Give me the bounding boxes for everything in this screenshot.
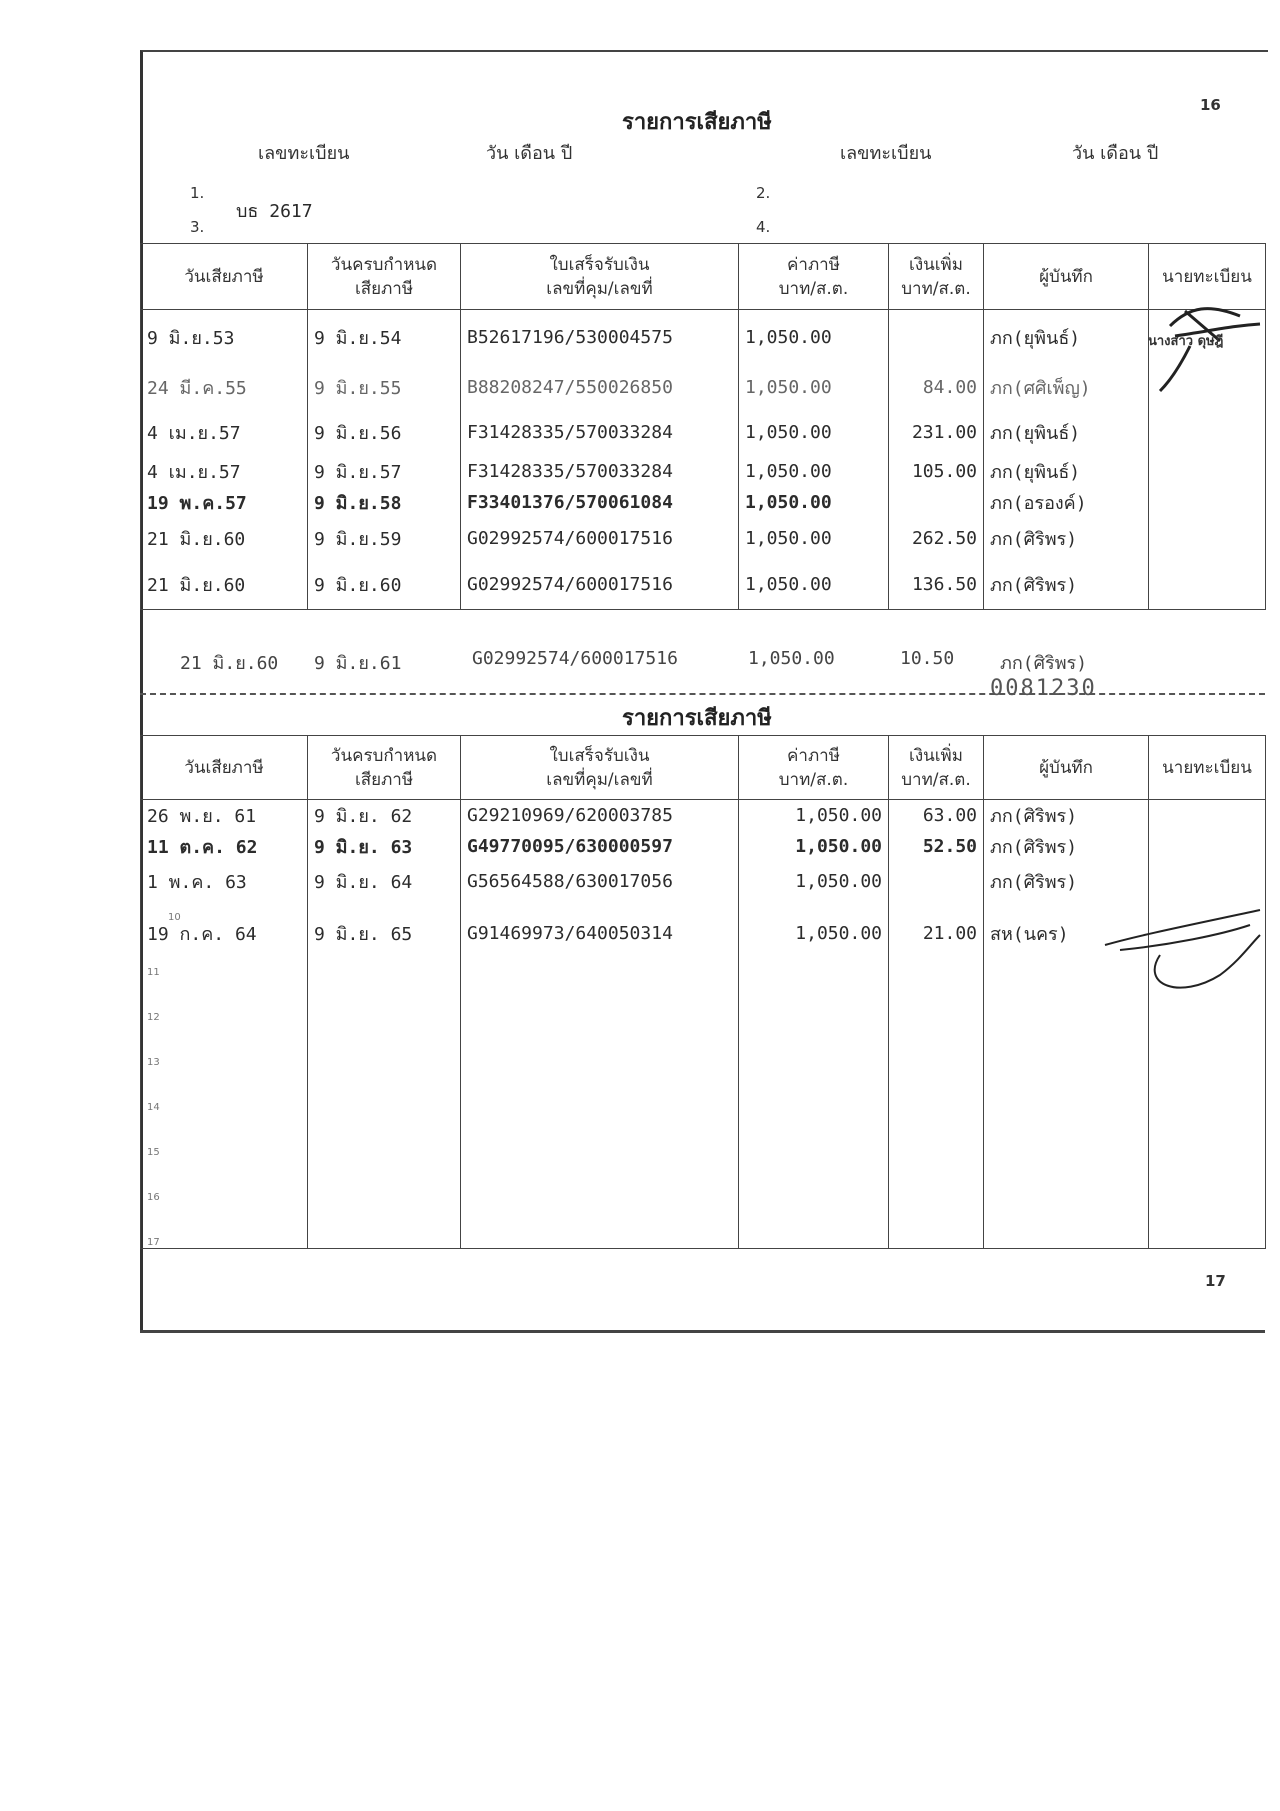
registration-number: บธ 2617 xyxy=(236,201,313,222)
cell-due: 9 มิ.ย.59 xyxy=(308,518,461,560)
cell-recorder: ภก(ศิริพร) xyxy=(984,560,1149,610)
cell-due: 9 มิ.ย.58 xyxy=(308,488,461,518)
cell-recorder: ภก(ศิริพร) xyxy=(984,800,1149,832)
table-row xyxy=(141,456,1266,488)
col-date-paid: วันเสียภาษี xyxy=(141,736,308,800)
cell-due: 9 มิ.ย.60 xyxy=(308,560,461,610)
cell-recorder: ภก(ยุพินธ์) xyxy=(984,310,1149,366)
extra-row-paid: 21 มิ.ย.60 xyxy=(180,653,279,674)
cell-due: 9 มิ.ย. 63 xyxy=(308,832,461,861)
cell-receipt: B88208247/550026850 xyxy=(461,366,739,410)
cell-tax: 1,050.00 xyxy=(739,518,889,560)
slot-2-label: 2. xyxy=(756,184,771,202)
cell-surcharge xyxy=(889,488,984,518)
cell-surcharge: 52.50 xyxy=(889,832,984,861)
cell-registrar xyxy=(1149,861,1266,903)
col-receipt: ใบเสร็จรับเงิน เลขที่คุม/เลขที่ xyxy=(461,244,739,310)
cell-tax: 1,050.00 xyxy=(739,366,889,410)
table-2-header-row xyxy=(141,736,1266,800)
col-date-paid: วันเสียภาษี xyxy=(141,244,308,310)
table-row xyxy=(141,560,1266,610)
cell-paid: 21 มิ.ย.60 xyxy=(141,560,308,610)
cell-registrar xyxy=(1149,456,1266,488)
cell-line-numbers xyxy=(141,965,308,1249)
cell-receipt: G02992574/600017516 xyxy=(461,518,739,560)
cell-due: 9 มิ.ย. 62 xyxy=(308,800,461,832)
table-row xyxy=(141,903,1266,965)
table-row xyxy=(141,310,1266,366)
table-row xyxy=(141,800,1266,832)
date-label-left: วัน เดือน ปี xyxy=(486,143,573,164)
registrar-signature-2 xyxy=(1100,905,1265,1000)
reg-label-left: เลขทะเบียน xyxy=(258,143,350,164)
cell-surcharge: 84.00 xyxy=(889,366,984,410)
cell-due: 9 มิ.ย.55 xyxy=(308,366,461,410)
extra-row-due: 9 มิ.ย.61 xyxy=(314,653,402,674)
cell-tax: 1,050.00 xyxy=(739,560,889,610)
cell-paid: 4 เม.ย.57 xyxy=(141,456,308,488)
cell-surcharge: 105.00 xyxy=(889,456,984,488)
extra-row-receipt: G02992574/600017516 xyxy=(472,648,678,669)
cell-surcharge: 231.00 xyxy=(889,410,984,456)
cell-recorder: ภก(ยุพินธ์) xyxy=(984,456,1149,488)
line-number-10: 10 xyxy=(168,912,181,923)
cell-surcharge: 136.50 xyxy=(889,560,984,610)
table-row xyxy=(141,861,1266,903)
cell-tax: 1,050.00 xyxy=(739,310,889,366)
cell-receipt: F31428335/570033284 xyxy=(461,456,739,488)
cell-recorder: ภก(ศิริพร) xyxy=(984,861,1149,903)
reg-label-right: เลขทะเบียน xyxy=(840,143,932,164)
cell-paid: 19 ก.ค. 64 xyxy=(141,903,308,965)
line-number: 14 xyxy=(147,1101,160,1113)
slot-3-label: 3. xyxy=(190,218,205,236)
cell-paid: 26 พ.ย. 61 xyxy=(141,800,308,832)
cell-paid: 9 มิ.ย.53 xyxy=(141,310,308,366)
table-row xyxy=(141,488,1266,518)
cell-recorder: ภก(ยุพินธ์) xyxy=(984,410,1149,456)
col-tax: ค่าภาษี บาท/ส.ต. xyxy=(739,244,889,310)
table-row xyxy=(141,410,1266,456)
col-recorder: ผู้บันทึก xyxy=(984,244,1149,310)
cell-recorder: ภก(ศศิเพ็ญ) xyxy=(984,366,1149,410)
table-empty-rows xyxy=(141,965,1266,1249)
line-number: 12 xyxy=(147,1011,160,1023)
slot-1-label: 1. xyxy=(190,184,205,202)
cell-registrar xyxy=(1149,800,1266,832)
cell-paid: 4 เม.ย.57 xyxy=(141,410,308,456)
cell-registrar xyxy=(1149,832,1266,861)
page-number-bottom: 17 xyxy=(1205,1272,1226,1290)
cell-registrar xyxy=(1149,410,1266,456)
cell-tax: 1,050.00 xyxy=(739,800,889,832)
cell-registrar xyxy=(1149,560,1266,610)
cell-tax: 1,050.00 xyxy=(739,832,889,861)
col-due-date: วันครบกำหนด เสียภาษี xyxy=(308,244,461,310)
tax-table-2 xyxy=(140,735,1266,1249)
line-number: 15 xyxy=(147,1146,160,1158)
line-number: 11 xyxy=(147,966,160,978)
cell-receipt: G02992574/600017516 xyxy=(461,560,739,610)
cell-receipt: G29210969/620003785 xyxy=(461,800,739,832)
cell-surcharge xyxy=(889,861,984,903)
cell-due: 9 มิ.ย. 65 xyxy=(308,903,461,965)
tax-table-1 xyxy=(140,243,1266,610)
cell-surcharge xyxy=(889,310,984,366)
col-recorder: ผู้บันทึก xyxy=(984,736,1149,800)
line-number: 13 xyxy=(147,1056,160,1068)
cell-receipt: F31428335/570033284 xyxy=(461,410,739,456)
page-number-top: 16 xyxy=(1200,96,1221,114)
cell-tax: 1,050.00 xyxy=(739,861,889,903)
serial-number: 0081230 xyxy=(990,676,1097,701)
col-registrar: นายทะเบียน xyxy=(1149,736,1266,800)
registrar-name: นางสาว ดุษฎี xyxy=(1148,334,1224,349)
cell-due: 9 มิ.ย.54 xyxy=(308,310,461,366)
slot-4-label: 4. xyxy=(756,218,771,236)
cell-registrar xyxy=(1149,488,1266,518)
cell-recorder: ภก(ศิริพร) xyxy=(984,832,1149,861)
col-tax: ค่าภาษี บาท/ส.ต. xyxy=(739,736,889,800)
cell-tax: 1,050.00 xyxy=(739,410,889,456)
cell-due: 9 มิ.ย.57 xyxy=(308,456,461,488)
extra-row-surcharge: 10.50 xyxy=(900,648,955,669)
cell-recorder: ภก(ศิริพร) xyxy=(984,518,1149,560)
cell-receipt: F33401376/570061084 xyxy=(461,488,739,518)
cell-receipt: G49770095/630000597 xyxy=(461,832,739,861)
col-surcharge: เงินเพิ่ม บาท/ส.ต. xyxy=(889,244,984,310)
cell-surcharge: 21.00 xyxy=(889,903,984,965)
cell-paid: 19 พ.ค.57 xyxy=(141,488,308,518)
cell-due: 9 มิ.ย.56 xyxy=(308,410,461,456)
cell-receipt: G91469973/640050314 xyxy=(461,903,739,965)
extra-row-tax: 1,050.00 xyxy=(748,648,835,669)
cell-paid: 11 ต.ค. 62 xyxy=(141,832,308,861)
cell-receipt: G56564588/630017056 xyxy=(461,861,739,903)
cell-paid: 21 มิ.ย.60 xyxy=(141,518,308,560)
cell-recorder: สห(นคร) xyxy=(984,903,1149,965)
date-label-right: วัน เดือน ปี xyxy=(1072,143,1159,164)
table-row xyxy=(141,832,1266,861)
col-receipt: ใบเสร็จรับเงิน เลขที่คุม/เลขที่ xyxy=(461,736,739,800)
col-surcharge: เงินเพิ่ม บาท/ส.ต. xyxy=(889,736,984,800)
cell-surcharge: 63.00 xyxy=(889,800,984,832)
extra-row-recorder: ภก(ศิริพร) xyxy=(1000,653,1088,674)
col-due-date: วันครบกำหนด เสียภาษี xyxy=(308,736,461,800)
table-1-header-row xyxy=(141,244,1266,310)
cell-due: 9 มิ.ย. 64 xyxy=(308,861,461,903)
form-bottom-rule xyxy=(140,1330,1265,1333)
cell-receipt: B52617196/530004575 xyxy=(461,310,739,366)
table-2-title: รายการเสียภาษี xyxy=(622,705,772,731)
line-number: 16 xyxy=(147,1191,160,1203)
line-number: 17 xyxy=(147,1236,160,1248)
cell-tax: 1,050.00 xyxy=(739,903,889,965)
cell-tax: 1,050.00 xyxy=(739,488,889,518)
cell-surcharge: 262.50 xyxy=(889,518,984,560)
cell-paid: 1 พ.ค. 63 xyxy=(141,861,308,903)
cell-paid: 24 มี.ค.55 xyxy=(141,366,308,410)
cell-recorder: ภก(อรองค์) xyxy=(984,488,1149,518)
form-title: รายการเสียภาษี xyxy=(622,109,772,135)
table-row xyxy=(141,518,1266,560)
cell-tax: 1,050.00 xyxy=(739,456,889,488)
cell-registrar xyxy=(1149,518,1266,560)
col-registrar: นายทะเบียน xyxy=(1149,244,1266,310)
table-row xyxy=(141,366,1266,410)
